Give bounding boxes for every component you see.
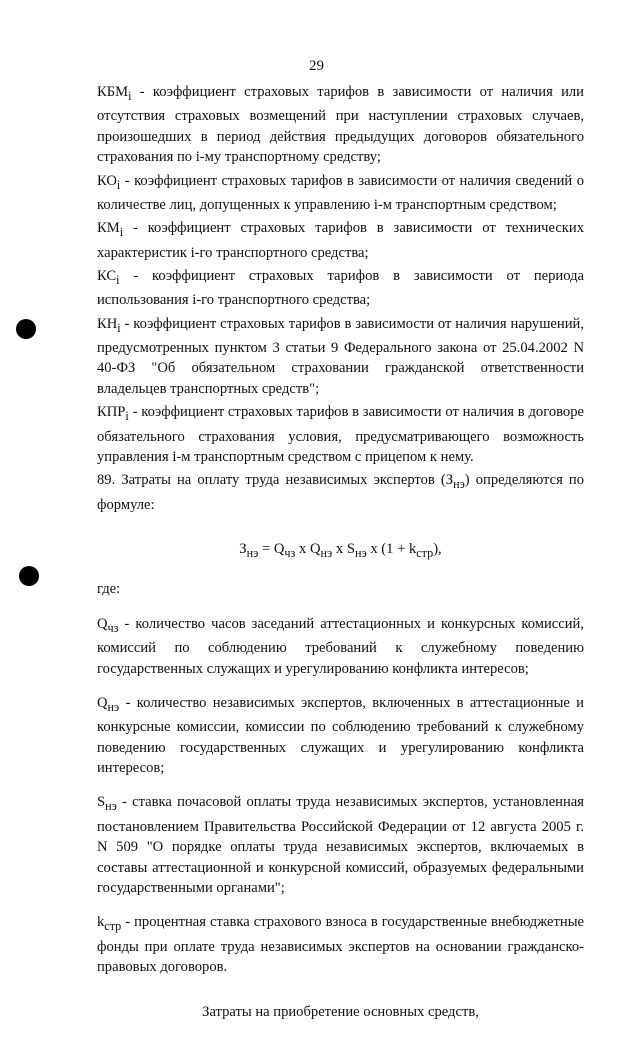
punch-hole-bottom — [19, 566, 39, 586]
coefficient-ko: $КО_i$ - коэффициент страховых тарифов в зависимости от наличия сведений о количестве лиц, допущенных к управлению i-м транспортным средством; — [97, 172, 584, 213]
coefficient-kpr: $КПР_i$ - коэффициент страховых тарифов в зависимости от наличия в договоре обязательного страхования условия, предусматривающего возможность управления i-м транспортным средством с прицепом к нему. — [97, 404, 584, 465]
clause-89: 89. Затраты на оплату труда независимых экспертов $(З_{нэ})$ определяются по формуле: — [97, 472, 584, 513]
coefficient-kn: $КН_i$ - коэффициент страховых тарифов в зависимости от наличия нарушений, предусмотренных пунктом 3 статьи 9 Федерального закона от 25.04.2002 N 40-ФЗ "Об обязательном страховании гражданской ответственности владельцев транспортных средств"; — [97, 315, 584, 397]
coefficient-kbm: $КБМ_i$ - коэффициент страховых тарифов в зависимости от наличия или отсутствия страховых возмещений при наступлении страховых случаев, произошедших в период действия предыдущих договоров обязательного страхования по i-му транспортному средству; — [97, 84, 584, 166]
coefficient-km: $КМ_i$ - коэффициент страховых тарифов в зависимости от технических характеристик i-го транспортного средства; — [97, 220, 584, 261]
section-heading: Затраты на приобретение основных средств, — [202, 1003, 479, 1020]
coefficient-ks: $КС_i$ - коэффициент страховых тарифов в зависимости от периода использования i-го транспортного средства; — [97, 267, 584, 309]
definition-s-ne: $S_{нэ}$ - ставка почасовой оплаты труда независимых экспертов, установленная постановлением Правительства Российской Федерации от 12 августа 2005 г. N 509 "О порядке оплаты труда независимых экспертов, включаемых в составы аттестационной и конкурсной комиссий, образуемых федеральными государственными органами"; — [97, 794, 584, 896]
punch-hole-top — [16, 319, 36, 339]
definition-k-str: $k_{стр}$ - процентная ставка страхового взноса в государственные внебюджетные фонды при оплате труда независимых экспертов на основании гражданско-правовых договоров. — [97, 914, 584, 976]
page-content — [97, 82, 584, 1037]
page-number: 29 — [309, 58, 324, 74]
definition-q-ne: $Q_{нэ}$ - количество независимых экспертов, включенных в аттестационные и конкурсные комиссии, комиссии по соблюдению требований к служебному поведению государственных служащих и урегулированию конфликта интересов; — [97, 694, 584, 777]
where-label: где: — [97, 581, 121, 598]
formula: $З_{нэ} = Q_{чз}$ x $Q_{нэ}$ x $S_{нэ}$ x $(1 + k_{стр})$, — [239, 541, 442, 560]
definition-q-chz: $Q_{чз}$ - количество часов заседаний аттестационных и конкурсных комиссий, комиссий по соблюдению требований к служебному поведению государственных служащих и урегулированию конфликта интересов; — [97, 615, 584, 677]
